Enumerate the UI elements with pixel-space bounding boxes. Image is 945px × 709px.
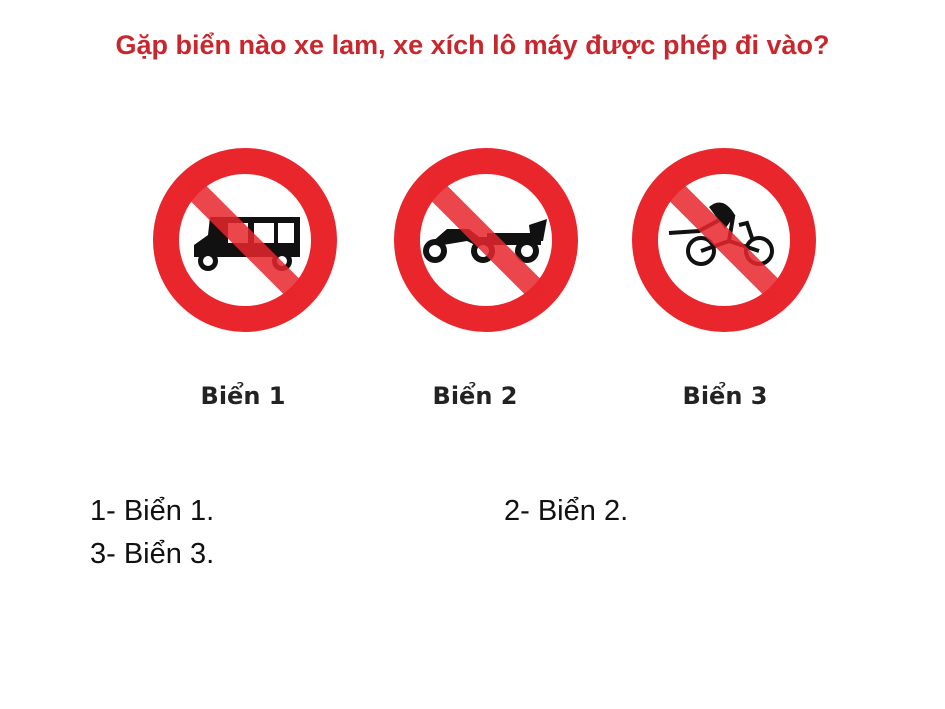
sign-1	[150, 145, 340, 335]
sign-3-label: Biển 3	[682, 382, 768, 410]
sign-3	[629, 145, 819, 335]
sign-1-label: Biển 1	[200, 382, 286, 410]
sign-2	[391, 145, 581, 335]
option-1[interactable]: 1- Biển 1.	[90, 495, 215, 527]
tricycle-lambretta-icon	[150, 145, 340, 335]
option-3[interactable]: 3- Biển 3.	[90, 538, 215, 570]
sign-2-label: Biển 2	[432, 382, 518, 410]
cyclo-icon	[629, 145, 819, 335]
option-2[interactable]: 2- Biển 2.	[504, 495, 629, 527]
question-title: Gặp biển nào xe lam, xe xích lô máy được phép đi vào?	[115, 30, 830, 60]
motorcycle-with-trailer-icon	[391, 145, 581, 335]
